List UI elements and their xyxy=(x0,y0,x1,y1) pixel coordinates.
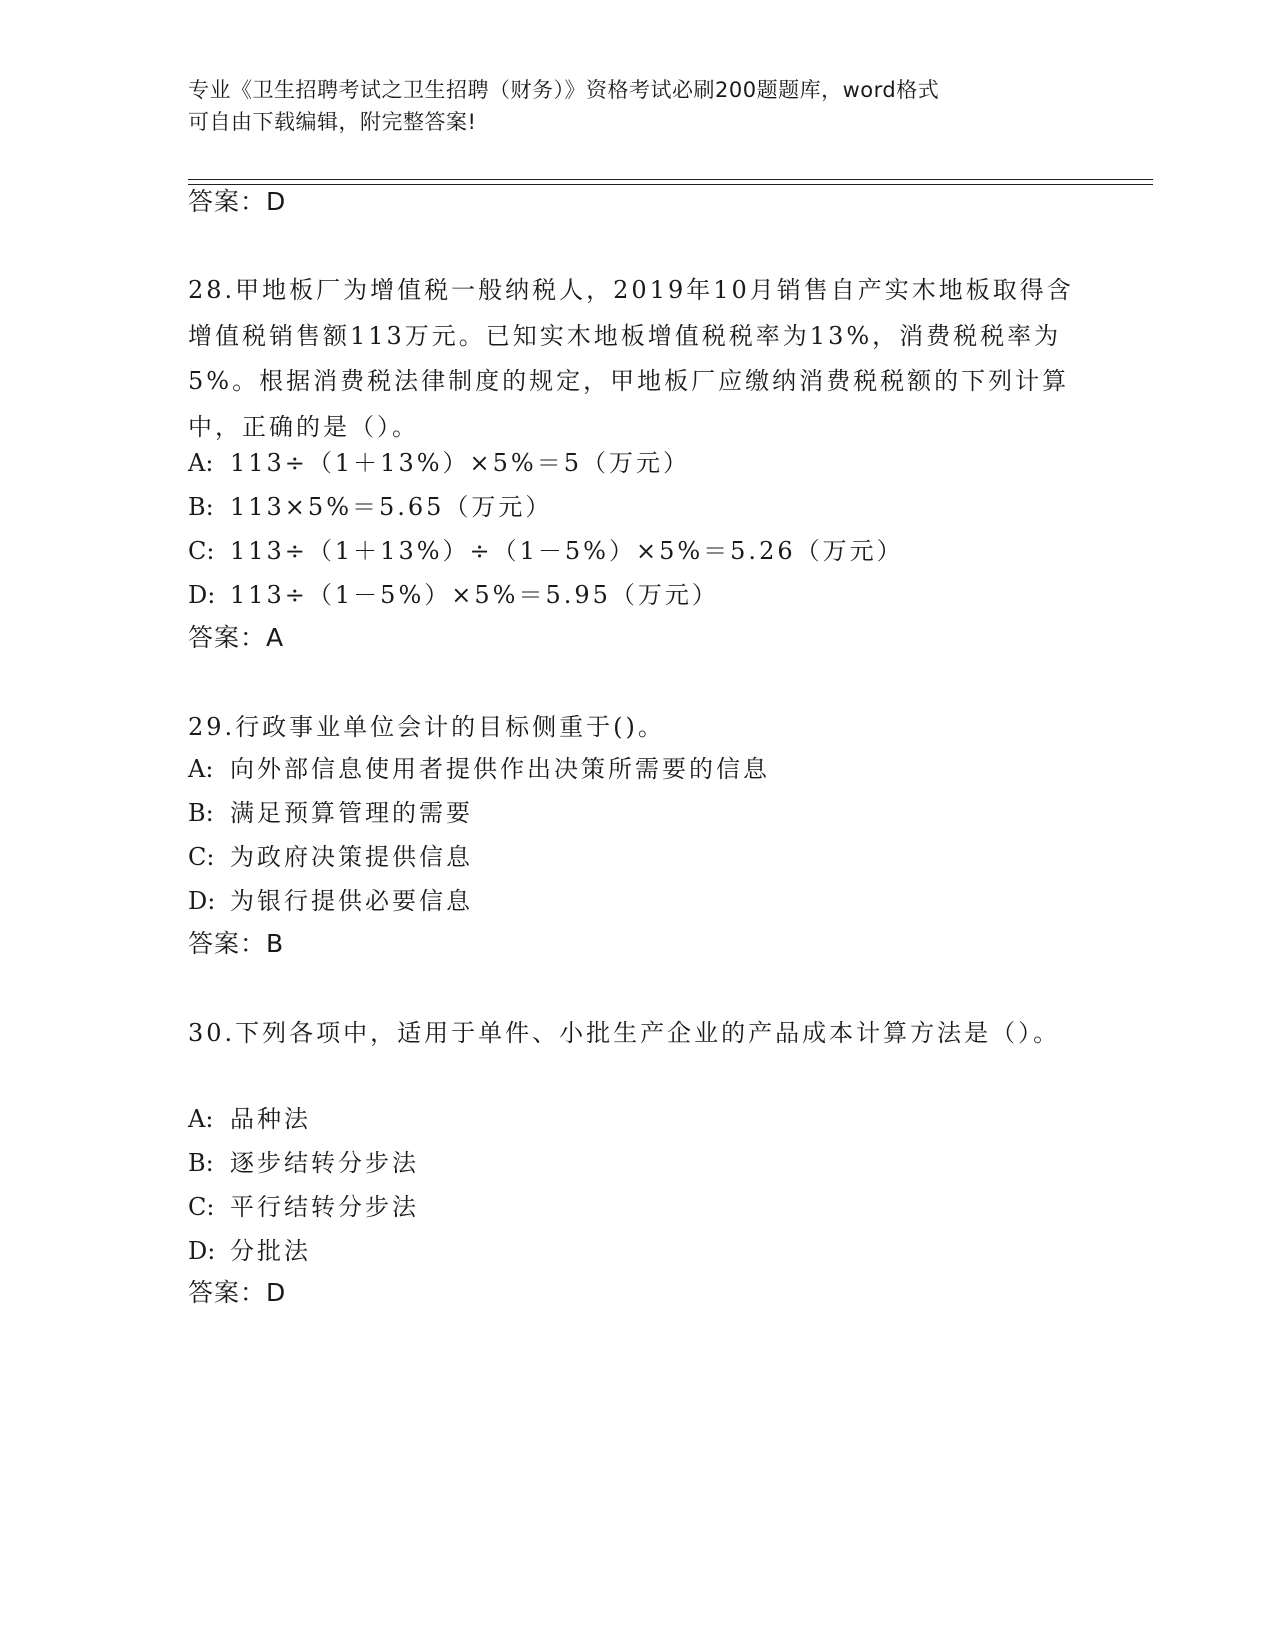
option-letter: A: xyxy=(188,1105,214,1133)
option-letter: D: xyxy=(188,581,216,609)
question-30-option-c xyxy=(188,1190,1148,1224)
question-28-option-c xyxy=(188,534,1148,568)
option-text: 品种法 xyxy=(230,1105,311,1133)
question-29-option-b xyxy=(188,796,1148,830)
option-text: 为政府决策提供信息 xyxy=(230,843,473,871)
option-text: 向外部信息使用者提供作出决策所需要的信息 xyxy=(230,755,770,783)
question-28-answer: 答案：A xyxy=(188,623,285,652)
option-letter: D: xyxy=(188,1237,216,1265)
previous-answer: 答案：D xyxy=(188,187,287,216)
header-line-1: 专业《卫生招聘考试之卫生招聘（财务）》资格考试必刷200题题库，word格式 xyxy=(188,78,940,102)
option-text: 为银行提供必要信息 xyxy=(230,887,473,915)
question-30-text: 30.下列各项中，适用于单件、小批生产企业的产品成本计算方法是（）。 xyxy=(188,1019,1061,1047)
question-29-option-a xyxy=(188,752,1148,786)
option-letter: B: xyxy=(188,493,214,521)
question-30-option-a xyxy=(188,1102,1148,1136)
option-text: 113÷（1＋13%）×5%＝5（万元） xyxy=(230,449,690,477)
option-letter: D: xyxy=(188,887,216,915)
option-letter: C: xyxy=(188,537,215,565)
question-30-answer: 答案：D xyxy=(188,1278,287,1307)
question-29-text: 29.行政事业单位会计的目标侧重于()。 xyxy=(188,713,665,741)
question-28-text: 28.甲地板厂为增值税一般纳税人，2019年10月销售自产实木地板取得含增值税销售额113万元。已知实木地板增值税税率为13%，消费税税率为5%。根据消费税法律制度的规定，甲地板厂应缴纳消费税税额的下列计算中，正确的是（）。 xyxy=(188,276,1074,441)
option-letter: C: xyxy=(188,843,215,871)
question-29-answer: 答案：B xyxy=(188,929,285,958)
header-divider-bottom xyxy=(188,184,1153,185)
header-divider-top xyxy=(188,179,1153,180)
question-29-option-c xyxy=(188,840,1148,874)
option-text: 逐步结转分步法 xyxy=(230,1149,419,1177)
option-letter: B: xyxy=(188,799,214,827)
option-text: 113×5%＝5.65（万元） xyxy=(230,493,553,521)
question-28-option-b xyxy=(188,490,1148,524)
document-header xyxy=(188,74,1068,138)
question-30-option-d xyxy=(188,1234,1148,1268)
option-letter: A: xyxy=(188,449,214,477)
option-text: 分批法 xyxy=(230,1237,311,1265)
option-letter: C: xyxy=(188,1193,215,1221)
option-text: 满足预算管理的需要 xyxy=(230,799,473,827)
option-letter: B: xyxy=(188,1149,214,1177)
option-text: 113÷（1－5%）×5%＝5.95（万元） xyxy=(230,581,719,609)
question-30-option-b xyxy=(188,1146,1148,1180)
question-28-option-d xyxy=(188,578,1148,612)
question-28-option-a xyxy=(188,446,1148,480)
option-text: 113÷（1＋13%）÷（1－5%）×5%＝5.26（万元） xyxy=(230,537,904,565)
option-text: 平行结转分步法 xyxy=(230,1193,419,1221)
question-29-option-d xyxy=(188,884,1148,918)
header-line-2: 可自由下载编辑，附完整答案! xyxy=(188,110,477,134)
option-letter: A: xyxy=(188,755,214,783)
